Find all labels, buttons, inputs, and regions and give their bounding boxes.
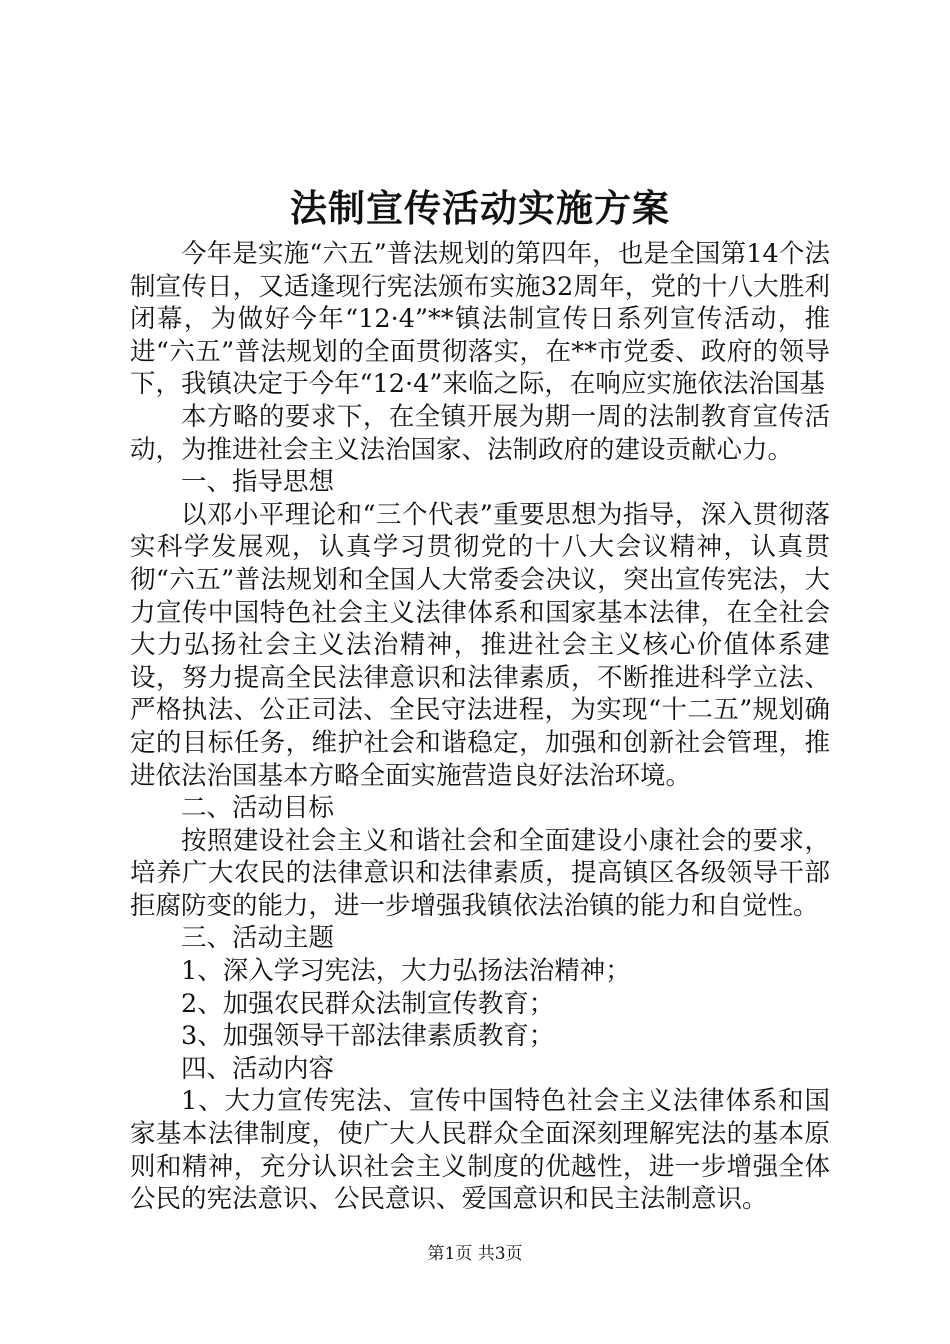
section-heading-activity-content: 四、活动内容 [181, 1053, 335, 1084]
section-heading-activity-goals: 二、活动目标 [181, 793, 335, 824]
activity-goals-paragraph: 按照建设社会主义和谐社会和全面建设小康社会的要求，培养广大农民的法律意识和法律素质，提高镇区各级领导干部拒腐防变的能力，进一步增强我镇依法治镇的能力和自觉性。 [130, 825, 830, 921]
theme-item-2: 2、加强农民群众法制宣传教育； [181, 988, 555, 1019]
section-heading-guiding-ideology: 一、指导思想 [181, 467, 335, 498]
theme-item-3: 3、加强领导干部法律素质教育； [181, 1021, 555, 1052]
section-heading-activity-themes: 三、活动主题 [181, 923, 335, 954]
intro-paragraph: 今年是实施“六五”普法规划的第四年，也是全国第14个法制宣传日，又适逢现行宪法颁布实施32周年，党的十八大胜利闭幕，为做好今年“12·4”**镇法制宣传日系列宣传活动，推进“六五”普法规划的全面贯彻落实，在**市党委、政府的领导下，我镇决定于今年“12·4”来临之际，在响应实施依法治国基 [130, 239, 830, 400]
page-footer: 第1页 共3页 [427, 1244, 523, 1264]
guiding-ideology-paragraph: 以邓小平理论和“三个代表”重要思想为指导，深入贯彻落实科学发展观，认真学习贯彻党的十八大会议精神，认真贯彻“六五”普法规划和全国人大常委会决议，突出宣传宪法，大力宣传中国特色社会主义法律体系和国家基本法律，在全社会大力弘扬社会主义法治精神，推进社会主义核心价值体系建设，努力提高全民法律意识和法律素质，不断推进科学立法、严格执法、公正司法、全民守法进程，为实现“十二五”规划确定的目标任务，维护社会和谐稳定，加强和创新社会管理，推进依法治国基本方略全面实施营造良好法治环境。 [130, 499, 830, 791]
intro-continuation-paragraph: 本方略的要求下，在全镇开展为期一周的法制教育宣传活动，为推进社会主义法治国家、法制政府的建设贡献心力。 [130, 401, 830, 465]
theme-item-1: 1、深入学习宪法，大力弘扬法治精神； [181, 956, 631, 987]
activity-content-item-1: 1、大力宣传宪法、宣传中国特色社会主义法律体系和国家基本法律制度，使广大人民群众全面深刻理解宪法的基本原则和精神，充分认识社会主义制度的优越性，进一步增强全体公民的宪法意识、公民意识、爱国意识和民主法制意识。 [130, 1086, 830, 1215]
document-title: 法制宣传活动实施方案 [290, 186, 670, 230]
document-page [130, 180, 830, 1216]
